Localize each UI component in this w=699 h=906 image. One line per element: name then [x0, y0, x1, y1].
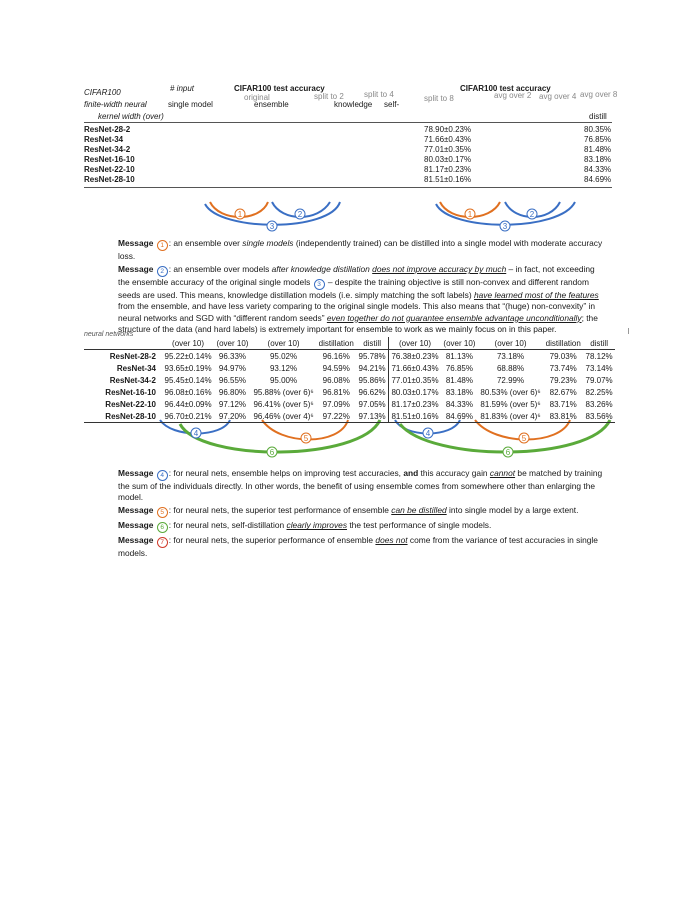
message-number-badge: 1 [157, 240, 168, 251]
top-table-row-name: ResNet-28-2 [84, 125, 131, 134]
mid-table-cell: 97.22% [316, 410, 356, 423]
mid-table-header-cell: distillation [543, 337, 583, 350]
mid-table-cell: 94.21% [358, 363, 386, 373]
top-table-hdr-split8: split to 8 [424, 94, 454, 103]
mid-table-cell: 84.33% [445, 399, 473, 409]
message-text: from the ensemble, and have less variety comparing to the original single models. This also means that “(huge) non-convexity” in neural networks and SGD with “different random seeds” [118, 301, 595, 323]
mid-table-header-row [84, 337, 615, 350]
top-table-subhdr-single: single model [168, 100, 213, 109]
top-table-subhdr-ensemble: ensemble [254, 100, 289, 109]
mid-results-table [84, 337, 615, 423]
mid-table-cell: 83.18% [445, 387, 473, 397]
svg-text:4: 4 [193, 429, 199, 438]
mid-table-cell: 73.14% [585, 363, 613, 373]
message-prefix: Message [118, 238, 156, 248]
message-text: : for neural nets, self-distillation [168, 520, 287, 531]
mid-table-cell: 96.70±0.21% [162, 410, 214, 423]
top-table-subhdr-distill: distill [589, 112, 607, 121]
mid-table-sep-mark [628, 328, 629, 334]
mid-table-header-cell: distill [356, 337, 388, 350]
svg-text:3: 3 [502, 222, 508, 231]
mid-table-cell: 71.66±0.43% [388, 362, 441, 374]
mid-table-cell: 96.81% [322, 387, 350, 397]
message-text: single models [242, 238, 294, 248]
mid-table-header-cell: (over 10) [162, 337, 214, 350]
message-text: after knowledge distillation [271, 264, 370, 275]
message-text: : an ensemble over [168, 238, 243, 248]
top-table-row-acc: 78.90±0.23% [424, 125, 472, 134]
top-table-row-acc: 71.66±0.43% [424, 135, 472, 144]
mid-table-cell: 96.08±0.16% [164, 387, 212, 397]
mid-table-cell: 96.33% [214, 350, 251, 363]
mid-table-cell: 96.55% [218, 375, 247, 385]
mid-table-row [84, 386, 615, 398]
top-table-title-left: CIFAR100 [84, 88, 121, 97]
message-text: cannot [489, 468, 516, 478]
message-prefix: Message [118, 520, 156, 531]
top-table-row-ens: 76.85% [584, 135, 612, 144]
mid-table-cell: 97.09% [322, 399, 350, 409]
svg-text:5: 5 [303, 434, 309, 443]
mid-table-cell: 76.85% [445, 363, 473, 373]
mid-table-cell: 80.03±0.17% [388, 386, 441, 398]
message-6 [118, 520, 603, 533]
mid-table-cell: 79.07% [585, 375, 613, 385]
mid-table-cell: 97.13% [356, 410, 388, 423]
top-table-row-ens: 83.18% [584, 155, 612, 164]
top-table-row-name: ResNet-34 [84, 135, 124, 144]
message-text: and [403, 468, 419, 478]
arrow-6-left [180, 420, 380, 452]
mid-table-cell: 84.69% [441, 410, 478, 423]
mid-table-cell: 73.18% [478, 350, 543, 363]
mid-table-cell: 68.88% [496, 363, 525, 373]
message-1 [118, 238, 603, 262]
message-text: : for neural nets, the superior test performance of ensemble [168, 505, 392, 516]
mid-table-cell: 81.59% (over 5)⁶ [480, 399, 541, 409]
top-table-row-name: ResNet-16-10 [84, 155, 135, 164]
top-table-hdr-split4: split to 4 [364, 90, 394, 99]
svg-text:1: 1 [467, 210, 473, 219]
mid-table-cell: 73.74% [549, 363, 577, 373]
mid-table-cell: 94.97% [218, 363, 247, 373]
top-table-row-acc: 77.01±0.35% [424, 145, 472, 154]
top-table-hdr-split2: split to 2 [314, 92, 344, 101]
mid-table-cell: 79.23% [549, 375, 577, 385]
message-4 [118, 468, 603, 503]
mid-table-cell: 96.44±0.09% [164, 399, 212, 409]
mid-table-header-cell: (over 10) [478, 337, 543, 350]
mid-table-cell: 81.83% (over 4)⁶ [478, 410, 543, 423]
top-table-row-ens: 81.48% [584, 145, 612, 154]
top-table-row-ens: 84.33% [584, 165, 612, 174]
mid-table-cell: 96.08% [322, 375, 350, 385]
message-text: (independently trained) can be distilled into a single model with moderate accuracy loss. [118, 238, 603, 261]
mid-table-cell: 72.99% [496, 375, 525, 385]
mid-table-cell: 82.25% [585, 387, 613, 397]
svg-text:6: 6 [505, 448, 511, 457]
mid-table-row [84, 398, 615, 410]
mid-table-cell: 76.38±0.23% [388, 350, 441, 363]
mid-table-cell: 78.12% [583, 350, 615, 363]
message-text: : an ensemble over models [168, 264, 272, 275]
top-table-row-acc: 81.51±0.16% [424, 175, 472, 184]
message-text: – in fact, not exceeding the ensemble accuracy of the original single models [118, 264, 595, 288]
mid-table-cell: 81.17±0.23% [388, 398, 441, 410]
mid-table-header-cell: (over 10) [441, 337, 478, 350]
top-table-subhdr-self: self- [384, 100, 400, 109]
mid-table-cell: 93.65±0.19% [164, 363, 212, 373]
mid-table-cell: 97.05% [358, 399, 386, 409]
mid-table-cell: 80.53% (over 6)⁶ [480, 387, 541, 397]
mid-table-header-cell: (over 10) [388, 337, 441, 350]
top-table-hdr-avg4: avg over 4 [539, 92, 577, 101]
message-text: come from the variance of test accuracies in single models. [118, 535, 598, 559]
message-text: into single model by a large extent. [446, 505, 579, 516]
mid-table-row-name: ResNet-28-2 [84, 350, 162, 363]
mid-table-cell: 96.62% [358, 387, 386, 397]
svg-text:1: 1 [237, 210, 243, 219]
mid-table-cell: 96.41% (over 5)⁶ [253, 399, 314, 409]
mid-table-cell: 96.46% (over 4)⁶ [251, 410, 316, 423]
top-table-row-acc: 81.17±0.23% [424, 165, 472, 174]
mid-table-row [84, 362, 615, 374]
svg-text:6: 6 [269, 448, 275, 457]
message-2 [118, 264, 603, 335]
message-text: be matched by training the sum of the individuals directly. In other words, the benefit of using ensemble comes from somewhere other than enlarging the model. [118, 468, 603, 503]
top-table-subhdr-knowledge: knowledge [334, 100, 373, 109]
message-5 [118, 505, 603, 518]
message-number-badge: 6 [157, 522, 168, 533]
mid-table-cell: 95.45±0.14% [164, 375, 212, 385]
message-text: : for neural nets, ensemble helps on improving test accuracies, [168, 468, 404, 478]
mid-table-cell: 97.12% [218, 399, 247, 409]
mid-table-cell: 83.71% [549, 399, 577, 409]
mid-table-cell: 79.03% [543, 350, 583, 363]
top-table-title-right: CIFAR100 test accuracy [460, 84, 551, 93]
mid-table-row [84, 410, 615, 423]
mid-table-cell: 97.20% [214, 410, 251, 423]
mid-table-cell: 95.78% [356, 350, 388, 363]
mid-table-header-blank [84, 337, 162, 350]
message-prefix: Message [118, 264, 156, 275]
mid-table-cell: 81.48% [445, 375, 473, 385]
top-table-row-name: ResNet-22-10 [84, 165, 135, 174]
top-table-row-name: ResNet-28-10 [84, 175, 135, 184]
mid-table-row [84, 350, 615, 363]
messages-block-bottom [118, 468, 603, 562]
svg-text:2: 2 [529, 210, 535, 219]
message-number-badge: 7 [157, 537, 168, 548]
mid-table-cell: 83.81% [543, 410, 583, 423]
mid-table-cut-label: neural networks [84, 331, 134, 338]
mid-table-row-name: ResNet-16-10 [105, 387, 156, 397]
message-number-badge: 5 [157, 507, 168, 518]
mid-table-cell: 96.16% [316, 350, 356, 363]
message-text: ; the structure of the data (and hard labels) is extremely important for ensemble to work as we mainly focus on in this paper. [118, 312, 598, 334]
mid-table-cell: 93.12% [269, 363, 298, 373]
message-text: 3 [314, 279, 325, 290]
mid-table-cell: 83.26% [585, 399, 613, 409]
message-text: have learned most of the features [473, 290, 599, 301]
mid-table-cell: 81.51±0.16% [388, 410, 441, 423]
mid-table-cell: 96.80% [218, 387, 247, 397]
mid-table-row-name: ResNet-22-10 [105, 399, 156, 409]
svg-text:2: 2 [297, 210, 303, 219]
message-text: clearly improves [286, 520, 348, 531]
message-text: does not [375, 535, 408, 546]
mid-table-row-name: ResNet-34-2 [109, 375, 156, 385]
mid-table-cell: 95.86% [358, 375, 386, 385]
mid-table-cell: 83.56% [583, 410, 615, 423]
mid-table-header-cell: distillation [316, 337, 356, 350]
top-table-title-mid: CIFAR100 test accuracy [234, 84, 325, 93]
mid-table-row-name: ResNet-28-10 [84, 410, 162, 423]
top-table-subhdr-left: finite-width neural [84, 100, 147, 109]
top-table-hdr-original: original [244, 93, 270, 102]
mid-table-header-cell: distill [583, 337, 615, 350]
mid-table-cell: 81.13% [441, 350, 478, 363]
mid-table-cell: 95.22±0.14% [162, 350, 214, 363]
svg-text:4: 4 [425, 429, 431, 438]
top-table-subhdr-left2: kernel width (over) [98, 112, 164, 121]
mid-table-header-cell: (over 10) [214, 337, 251, 350]
message-text: – despite the training objective is still non-convex and different random seeds are used. This means, knowledge distillation models (i.e. simply matching the soft labels) [118, 277, 589, 301]
mid-table-row [84, 374, 615, 386]
mid-table-row-name: ResNet-34 [116, 363, 156, 373]
messages-block-top [118, 238, 603, 337]
mid-table-cell: 82.67% [549, 387, 577, 397]
top-table-hdr-avg2: avg over 2 [494, 91, 532, 100]
message-7 [118, 535, 603, 559]
top-table-hdr-input: # input [170, 84, 195, 93]
message-prefix: Message [118, 535, 156, 546]
svg-text:3: 3 [269, 222, 275, 231]
mid-table-cell: 94.59% [322, 363, 350, 373]
top-table-row-acc: 80.03±0.17% [424, 155, 472, 164]
message-number-badge: 4 [157, 470, 168, 481]
message-text: this accuracy gain [418, 468, 490, 478]
message-text: the test performance of single models. [347, 520, 492, 531]
mid-table-cell: 95.88% (over 6)⁶ [253, 387, 314, 397]
svg-text:5: 5 [521, 434, 527, 443]
message-text: can be distilled [391, 505, 447, 516]
top-table-row-ens: 80.35% [584, 125, 612, 134]
top-table-row-ens: 84.69% [584, 175, 612, 184]
message-prefix: Message [118, 468, 156, 478]
mid-table-header-cell: (over 10) [251, 337, 316, 350]
message-text: even together do not guarantee ensemble advantage unconditionally [326, 312, 582, 323]
top-table-row-name: ResNet-34-2 [84, 145, 131, 154]
message-prefix: Message [118, 505, 156, 516]
mid-table-cell: 95.02% [251, 350, 316, 363]
message-number-badge: 2 [157, 266, 168, 277]
mid-table-cell: 95.00% [269, 375, 298, 385]
message-text: does not improve accuracy by much [372, 264, 507, 275]
top-table-hdr-avg8: avg over 8 [580, 90, 618, 99]
mid-table-cell: 77.01±0.35% [388, 374, 441, 386]
message-text: : for neural nets, the superior performance of ensemble [168, 535, 376, 546]
